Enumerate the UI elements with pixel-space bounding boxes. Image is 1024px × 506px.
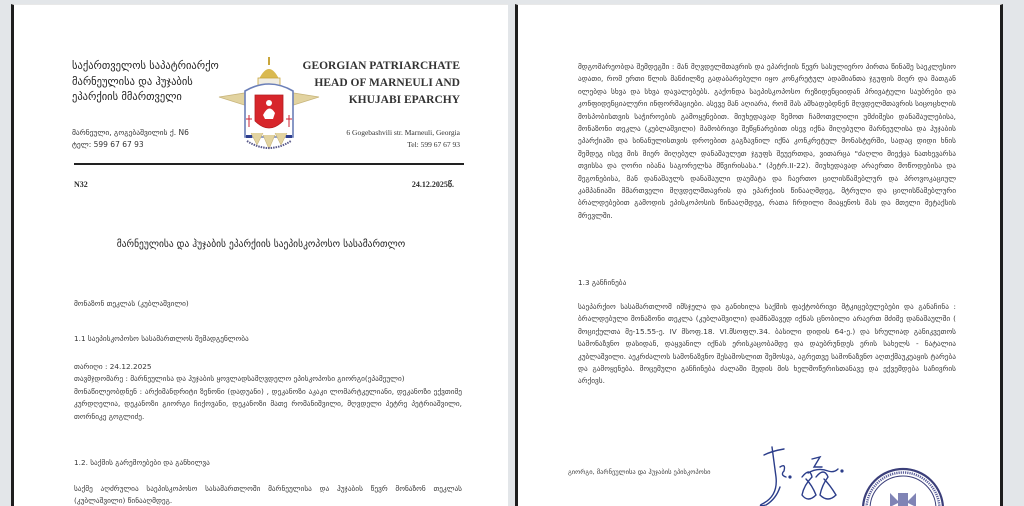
section-1-1-body: [74, 361, 462, 423]
document-subject: მონაზონ თეკლას (კუბლაშვილი): [74, 299, 189, 308]
header-org-ka-line: საქართველოს საპატრიარქო: [72, 60, 219, 72]
header-divider: [74, 163, 464, 165]
header-address-english: [346, 127, 460, 151]
section-1-3-verdict: საეპარქიო სასამართლომ იმსჯელა და განიხილა საქმის ფაქტობრივი მტკიცებულებები და განაჩინა : ბრალდებული მონაზონი თეკლა (კუბლაშვილი) დამნაშავედ იქნას ცნობილი არაერთ მძიმე დანაშაულში ( მოციქულთა მე-15.55-ე. IV მსოფ.18. VI.მსოფლ.34. ბასილი დიდის 64-ე.) და სრულიად განიკვეთოს სამონაზვნო დასიდან, დაყვანილ იქნას ერისკაცობამდე და დაუბრუნდეს ერის სახელს - ნატალია კუბლაშვილი. აეკრძალოს სამონაზვნო შესამოსლით შემოსვა, აგრეთვე სამონაზვნო აღთქმაუკუაყის ტარება და გამოყენება. მოცემული განჩინება ძალაში შედის მის ხელმოწერისთანავე და ექვემდება საჩივრის არქივს.: [578, 302, 956, 386]
header-address-ka-line: მარნეული, გოგებაშვილის ქ. N6: [72, 128, 189, 137]
official-seal-icon: [858, 463, 948, 506]
header-org-en-line: GEORGIAN PATRIARCHATE: [302, 60, 460, 72]
court-members: მონაწილეობდნენ : არქიმანდრიტი ზენონი (დადუანი) , დეკანოზი აკაკი ლომარტკელიანი, დეკანოზი ექვთიმე კურდღელია, დეკანოზი გიორგი ჩიქოვანი, დეკანოზი მათე რომანიშვილი, მღვდელი პეტრე პეტრიაშვილი, თორნიკე გოგლიძე.: [74, 386, 462, 421]
document-number: N32: [74, 180, 88, 189]
section-1-1-heading: 1.1 საეპისკოპოსო სასამართლოს შემადგენლობა: [74, 334, 249, 343]
header-phone-ka: ტელ: 599 67 67 93: [72, 140, 144, 149]
paragraph-allegations: მდგომარეობდა შემდეგში : მან მღვდელმთავრის და ეპარქიის წევრ სასულიერო პირთა წინაშე საეკლესიო ადათი, რომ ერთი წლის მანძილზე გადაბარებული იყო კონკრეტულ ადამიანთა ჯგუფის მიერ და მათგან ილებდა სხვა და სხვა დავალებებს. გაქონდა საეპისკოპოსო რეზიდენციიდან პრივატული საუბრები და კონფიდენციალური ინფორმაციები. ასევე მან აღიარა, რომ მას აშხადებდნენ მღვდელმთავრის სიცოცხლის მოსპობისთვის საჭიროების გამოყენებით. მიუხედავად ზემოთ ჩამოთვლილი უმძიმესი დანაშაულებისა, მონაზონი თეკლა (კუბლაშვილი) მამობრივი შეწყნარებით ისევ იქნა მიღებული მარნეულისა და ჰუჯაბის ეპარქიაში და სინანულისთვის დროებით გაგზავნილ იქნა კონკრეტულ მონასტერში, სადაც დიდი ხნის შემდეგ ისევ მის მიერ მიღებულ დანაშაულეთ ჯგუფს შეუერთდა, ვითარცა "ძაღლი მიექცა ნათხევარსა თვისსა და ღორი იბანა საგორელსა მწვირისასა." (პეტრ.II-22). მიუხედავად არაერთი მოწოდებისა და შეგონებისა, მან დანაშაულს დანაშაული დაუმატა და ჩაერთო ცილისწამებლურ და პროვოკაციულ კამპანიაში მმართველი მღვდელმთავრის და ეპარქიის წინააღმდეგ, მტრული და ცილისწამებლური ბრალდებებით გამოდის ეპისკოპოსის წინააღმდეგ, რათა ჩრდილი მიაყენოს მას და მთელი მეტაქსის მრევლში.: [578, 62, 956, 220]
header-org-georgian: [72, 59, 219, 106]
document-page-2: [515, 4, 1003, 506]
document-date: 24.12.2025წ.: [411, 180, 454, 189]
header-org-ka-line: მარნეულისა და ჰუჯაბის: [72, 75, 193, 88]
header-org-en-line: HEAD OF MARNEULI AND: [314, 77, 460, 89]
document-title: მარნეულისა და ჰუჯაბის ეპარქიის საეპისკოპოსო სასამართლო: [116, 239, 406, 250]
document-page-1: [11, 4, 508, 506]
section-1-3-heading: 1.3 განჩინება: [578, 278, 627, 287]
court-chair: თავმჯდომარე : მარნეულისა და ჰუჯაბის ყოვლადსამღვდელო ეპისკოპოსი გიორგი(ეპამეული): [74, 374, 405, 384]
header-org-en-line: KHUJABI EPARCHY: [348, 94, 460, 106]
header-address-en-line: 6 Gogebashvili str. Marneuli, Georgia: [346, 128, 460, 137]
header-org-ka-line: ეპარქიის მმართველი: [72, 91, 182, 103]
section-1-2-text: საქმე აღძრულია საეპისკოპოსო სასამართლოში მარნეულისა და ჰუჯაბის წევრ მონაზონ თეკლას (კუბლაშვილი) წინააღმდეგ.: [74, 484, 462, 506]
header-address-georgian: [72, 127, 189, 151]
handwritten-signature-icon: [758, 437, 858, 506]
header-phone-en: Tel: 599 67 67 93: [407, 140, 460, 149]
session-date: თარიღი : 24.12.2025: [74, 362, 152, 371]
signatory-name: გიორგი, მარნეულისა და ჰუჯაბის ეპისკოპოსი: [568, 468, 711, 476]
section-1-2-heading: 1.2. საქმის გარემოებები და განხილვა: [74, 458, 210, 467]
header-org-english: [303, 58, 461, 109]
